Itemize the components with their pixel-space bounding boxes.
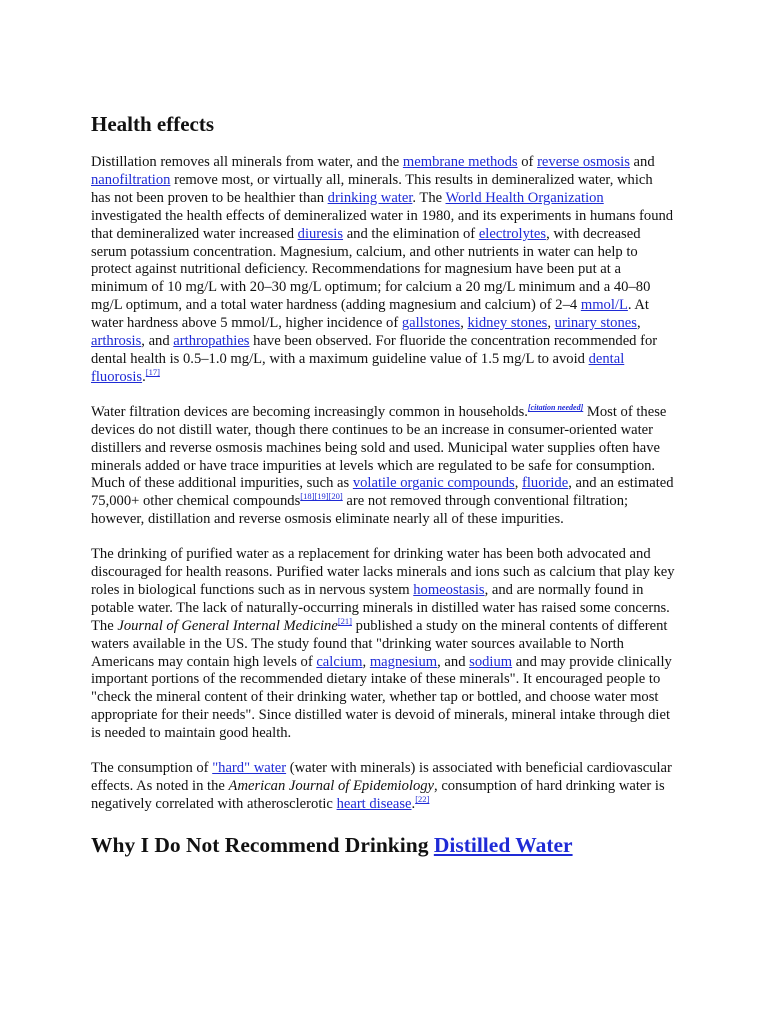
text-run: remove most, or virtually all, minerals. This results in demineralized water, which has not been proven to be healthier than [91, 171, 653, 206]
section-heading: Health effects [91, 112, 215, 136]
link-kidney-stones[interactable]: kidney stones [467, 315, 548, 332]
footnote-ref [146, 367, 160, 377]
paragraph-purified-water [91, 546, 675, 743]
link-fluoride[interactable]: fluoride [521, 475, 569, 492]
text-run: , and are normally found in potable water. The lack of naturally-occurring minerals in distilled water has raised some concerns. The [91, 581, 670, 634]
text-run: . At water hardness above 5 mmol/L, higher incidence of [91, 297, 649, 332]
text-run: and the elimination of [343, 225, 479, 242]
link-sodium[interactable]: sodium [469, 653, 513, 670]
text-run: investigated the health effects of demineralized water in 1980, and its experiments in humans found that demineralized water increased [91, 207, 674, 242]
text-run: (water with minerals) is associated with beneficial cardiovascular effects. As noted in the [91, 760, 672, 794]
paragraph-filtration [91, 404, 675, 529]
text-run: The consumption of [91, 760, 213, 777]
text-run: . The [412, 189, 446, 206]
link-homeostasis[interactable]: homeostasis [413, 581, 485, 598]
text-run: , with decreased serum potassium concentration. Magnesium, calcium, and other nutrients in water can help to protect against nutritional deficiency. Recommendations for magnesium have been put at a minimum of 10 mg/L with 20–30 mg/L optimum; for calcium a 20 mg/L minimum and a 40–80 mg/L optimum, and a total water hardness (adding magnesium and calcium) of 2–4 [91, 225, 651, 314]
text-run: , and [141, 333, 174, 350]
text-run: , [636, 315, 641, 332]
link-diuresis[interactable]: diuresis [297, 225, 344, 242]
link-gallstones[interactable]: gallstones [401, 315, 461, 332]
link-volatile-organic-compounds[interactable]: volatile organic compounds [352, 475, 515, 492]
closing-heading-text: Why I Do Not Recommend Drinking [91, 832, 434, 857]
text-run: are not removed through conventional filtration; however, distillation and reverse osmosis eliminate nearly all of these impurities. [91, 493, 629, 528]
text-run: Most of these devices do not distill water, though there continues to be an increase in consumer-oriented water distillers and reverse osmosis machines being sold and used. Municipal water supplies often have minerals added or have trace impurities at levels which are regulated to be safe for consumption. Much of these additional impurities, such as [91, 403, 667, 492]
link-magnesium[interactable]: magnesium [369, 653, 438, 670]
journal-title: Journal of General Internal Medicine [117, 617, 338, 634]
text-run: , and an estimated 75,000+ other chemical compounds [91, 475, 674, 510]
link-calcium[interactable]: calcium [316, 653, 363, 670]
text-run: , consumption of hard drinking water is negatively correlated with atherosclerotic [91, 778, 665, 812]
paragraph-hard-water [91, 760, 675, 814]
link-distilled-water[interactable]: Distilled Water [433, 832, 573, 857]
link-world-health-organization[interactable]: World Health Organization [445, 189, 604, 206]
link-reverse-osmosis[interactable]: reverse osmosis [537, 154, 630, 170]
link-drinking-water[interactable]: drinking water [327, 189, 413, 206]
text-run: , [460, 315, 468, 332]
footnote-ref [415, 794, 429, 804]
citation-needed-tag [528, 403, 583, 412]
link-urinary-stones[interactable]: urinary stones [554, 315, 637, 332]
journal-title: American Journal of Epidemiology [228, 778, 435, 794]
text-run: , [362, 653, 370, 670]
link-mmol-l[interactable]: mmol/L [580, 297, 628, 314]
text-run: and [629, 154, 655, 170]
text-run: . [142, 368, 146, 385]
text-run: . [411, 795, 416, 812]
text-run: , and [437, 653, 470, 670]
footnote-link-18-19-20[interactable]: [18][19][20] [300, 491, 343, 502]
footnote-link-21[interactable]: [21] [337, 615, 352, 626]
text-run: , [547, 315, 555, 332]
link-hard-water[interactable]: "hard" water [212, 760, 287, 777]
link-heart-disease[interactable]: heart disease [336, 795, 412, 812]
text-run: Water filtration devices are becoming increasingly common in households. [91, 403, 528, 420]
paragraph-health-effects [91, 154, 675, 387]
link-dental-fluorosis[interactable]: dental fluorosis [91, 350, 625, 385]
text-run: The drinking of purified water as a replacement for drinking water has been both advocated and discouraged for health reasons. Purified water lacks minerals and ions such as calcium that play key roles in biological functions such as in nervous system [91, 546, 675, 598]
text-run: and may provide clinically important portions of the recommended dietary intake of these minerals". It encouraged people to "check the mineral content of their drinking water, whether tap or bottled, and choose water most appropriate for their needs". Since distilled water is devoid of minerals, mineral intake through diet is needed to maintain good health. [91, 653, 672, 742]
text-run: of [517, 154, 538, 170]
closing-heading [91, 831, 675, 859]
link-nanofiltration[interactable]: nanofiltration [91, 171, 171, 188]
link-arthropathies[interactable]: arthropathies [173, 333, 250, 350]
footnote-ref [338, 616, 352, 626]
article-section [91, 110, 675, 859]
link-arthrosis[interactable]: arthrosis [91, 333, 142, 350]
footnote-ref [300, 491, 342, 501]
link-electrolytes[interactable]: electrolytes [478, 225, 547, 242]
link-membrane-methods[interactable]: membrane methods [402, 154, 518, 170]
citation-needed-link[interactable]: [citation needed] [527, 402, 584, 412]
text-run: published a study on the mineral contents of different waters available in the US. The study found that "drinking water sources available to North Americans may contain high levels of [91, 617, 668, 670]
text-run: have been observed. For fluoride the concentration recommended for dental health is 0.5–1.0 mg/L, with a maximum guideline value of 1.5 mg/L to avoid [91, 333, 658, 367]
text-run: , [514, 475, 522, 492]
footnote-link-22[interactable]: [22] [415, 794, 430, 805]
text-run: Distillation removes all minerals from water, and the [91, 154, 403, 170]
footnote-link-17[interactable]: [17] [145, 367, 160, 378]
